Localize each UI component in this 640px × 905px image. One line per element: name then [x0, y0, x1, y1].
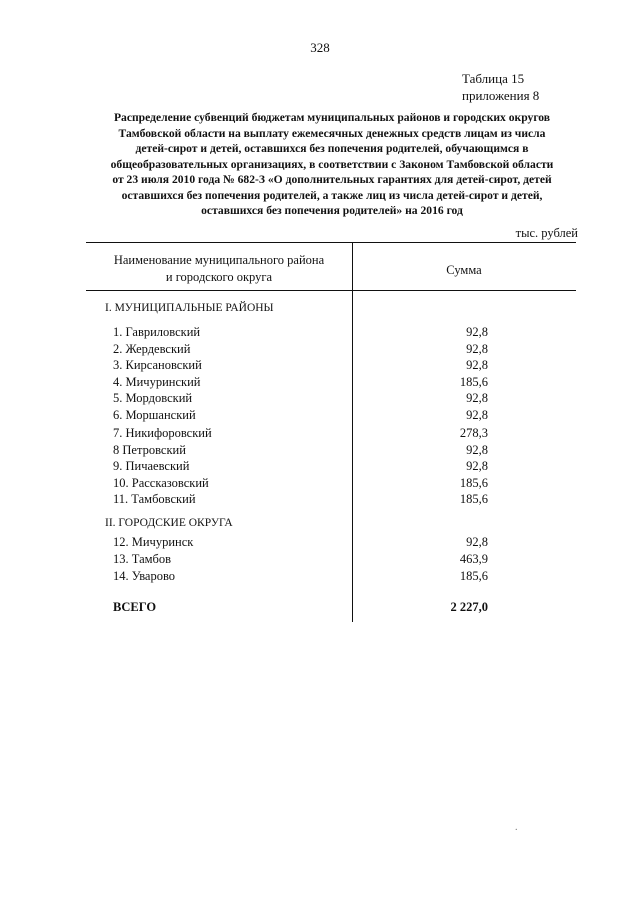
title-line: оставшихся без попечения родителей, а также лиц из числа детей-сирот и детей, — [121, 188, 543, 202]
row-value: 92,8 — [466, 443, 488, 457]
table-header-rule — [86, 290, 576, 291]
row-value: 278,3 — [459, 426, 488, 440]
row-value: 463,9 — [459, 552, 488, 566]
section-label-districts: I. МУНИЦИПАЛЬНЫЕ РАЙОНЫ — [105, 302, 274, 314]
document-title — [84, 110, 580, 219]
title-line: Распределение субвенций бюджетам муниципальных районов и городских округов — [113, 111, 551, 124]
table-row — [0, 391, 640, 408]
table-row — [0, 408, 640, 425]
table-row — [0, 358, 640, 375]
table-row — [0, 569, 640, 586]
scan-mark: . — [515, 822, 518, 833]
title-line: общеобразовательных организациях, в соответствии с Законом Тамбовской области — [110, 157, 554, 171]
row-value: 92,8 — [466, 325, 488, 339]
table-top-rule — [86, 242, 576, 243]
row-value: 92,8 — [466, 358, 488, 372]
title-line: детей-сирот и детей, оставшихся без попечения родителей, обучающимся в — [135, 142, 529, 155]
row-name: 4. Мичуринский — [113, 375, 201, 389]
row-value: 185,6 — [459, 375, 488, 389]
row-name: 12. Мичуринск — [113, 535, 194, 549]
total-label: ВСЕГО — [113, 600, 157, 614]
table-row — [0, 342, 640, 359]
row-name: 2. Жердевский — [113, 342, 191, 356]
row-name: 13. Тамбов — [113, 552, 172, 566]
row-name: 8 Петровский — [113, 443, 186, 457]
table-row — [0, 492, 640, 509]
table-row — [0, 552, 640, 569]
row-value: 185,6 — [459, 569, 488, 583]
table-reference — [462, 70, 539, 104]
row-name: 7. Никифоровский — [113, 426, 212, 440]
row-value: 185,6 — [459, 476, 488, 490]
total-value: 2 227,0 — [450, 600, 488, 614]
row-value: 92,8 — [466, 459, 488, 473]
row-name: 11. Тамбовский — [113, 492, 196, 506]
table-row — [0, 443, 640, 460]
page-number: 328 — [310, 40, 330, 55]
row-value: 92,8 — [466, 342, 488, 356]
row-value: 92,8 — [466, 535, 488, 549]
table-row — [0, 535, 640, 552]
units-label: тыс. рублей — [515, 226, 578, 240]
total-row — [0, 600, 640, 617]
row-name: 1. Гавриловский — [113, 325, 201, 339]
column-header-sum: Сумма — [446, 263, 482, 277]
table-row — [0, 426, 640, 443]
column-header-name-line1: Наименование муниципального района — [113, 253, 325, 267]
row-name: 9. Пичаевский — [113, 459, 190, 473]
title-line: оставшихся без попечения родителей» на 2016 год — [201, 204, 463, 217]
row-value: 92,8 — [466, 408, 488, 422]
row-name: 6. Моршанский — [113, 408, 196, 422]
row-value: 92,8 — [466, 391, 488, 405]
table-reference-line2: приложения 8 — [462, 88, 540, 103]
row-name: 10. Рассказовский — [113, 476, 209, 490]
table-row — [0, 459, 640, 476]
table-row — [0, 375, 640, 392]
row-name: 5. Мордовский — [113, 391, 193, 405]
title-line: от 23 июля 2010 года № 682-З «О дополнительных гарантиях для детей-сирот, детей — [112, 173, 552, 186]
column-header-name — [86, 252, 352, 286]
title-line: Тамбовской области на выплату ежемесячных денежных средств лицам из числа — [118, 126, 546, 140]
row-name: 14. Уварово — [113, 569, 176, 583]
row-value: 185,6 — [459, 492, 488, 506]
table-reference-line1: Таблица 15 — [462, 71, 525, 86]
column-header-name-line2: и городского округа — [165, 270, 273, 284]
table-row — [0, 325, 640, 342]
row-name: 3. Кирсановский — [113, 358, 202, 372]
section-label-city-districts: II. ГОРОДСКИЕ ОКРУГА — [105, 517, 233, 529]
table-row — [0, 476, 640, 493]
